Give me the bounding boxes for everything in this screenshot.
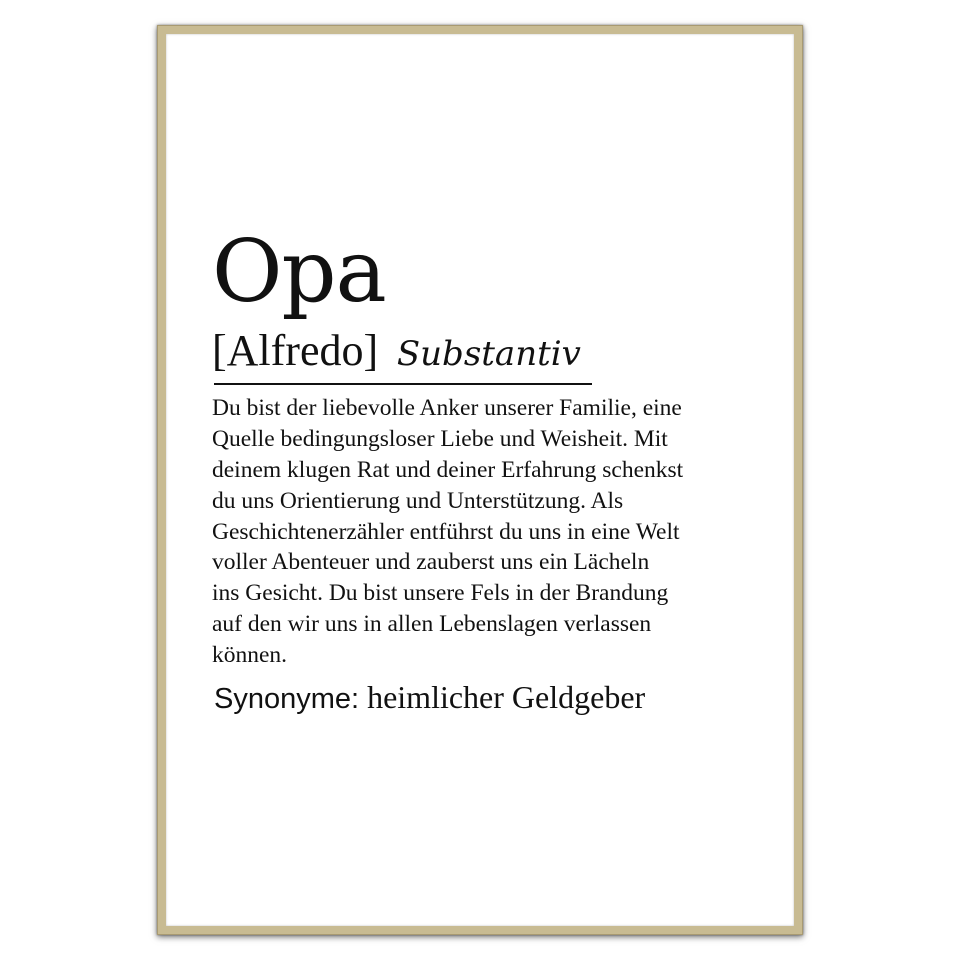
poster-paper — [166, 34, 794, 926]
definition-line: Quelle bedingungsloser Liebe und Weisheit. Mit — [212, 426, 668, 453]
definition-line: voller Abenteuer und zauberst uns ein Lächeln — [212, 549, 650, 576]
definition-line: Geschichtenerzähler entführst du uns in eine Welt — [212, 518, 680, 545]
synonyms-label: Synonyme: — [214, 682, 360, 715]
definition-line: ins Gesicht. Du bist unsere Fels in der Brandung — [212, 580, 669, 607]
definition-line: auf den wir uns in allen Lebenslagen verlassen — [212, 610, 652, 637]
definition-line: können. — [212, 641, 288, 668]
subheading — [212, 327, 772, 375]
definition-line: du uns Orientierung und Unterstützung. Als — [212, 487, 624, 514]
synonyms-value: heimlicher Geldgeber — [367, 678, 646, 715]
headword: Opa — [212, 222, 386, 322]
part-of-speech: Substantiv — [396, 334, 581, 374]
definition-text — [212, 393, 772, 670]
definition-line: Du bist der liebevolle Anker unserer Familie, eine — [212, 395, 682, 422]
picture-frame — [157, 25, 803, 935]
person-name: [Alfredo] — [212, 326, 379, 375]
synonyms — [214, 680, 772, 716]
divider-line — [214, 383, 592, 385]
definition-line: deinem klugen Rat und deiner Erfahrung schenkst — [212, 456, 684, 483]
definition-block — [212, 222, 772, 715]
